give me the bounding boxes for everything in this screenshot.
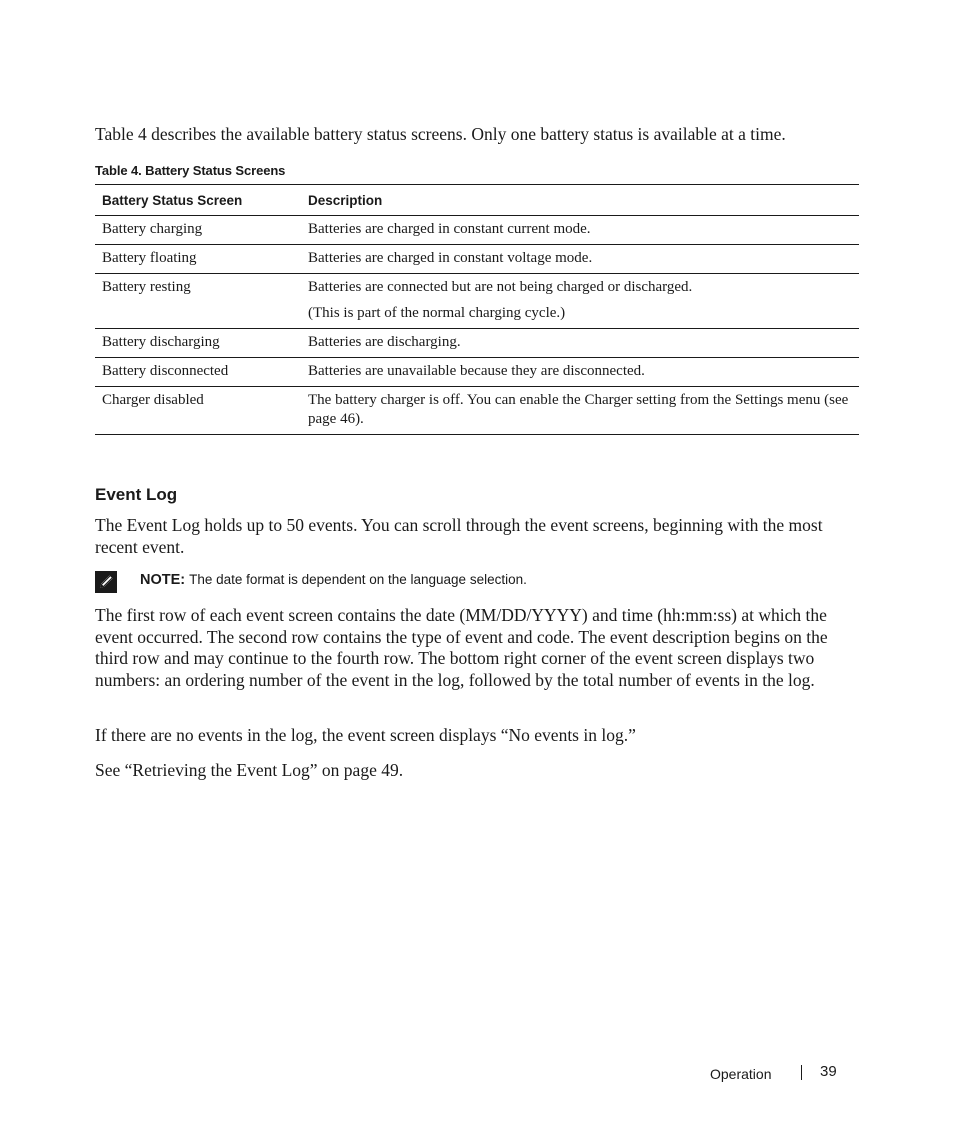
description-text: Batteries are charged in constant voltage mode. [308, 250, 593, 266]
description-cell [301, 245, 859, 274]
no-events-paragraph: If there are no events in the log, the event screen displays “No events in log.” [95, 725, 636, 745]
description-cell [301, 358, 859, 387]
footer-divider [801, 1065, 802, 1080]
page-number: 39 [820, 1063, 837, 1080]
table-header-row [95, 185, 859, 216]
description-text: (This is part of the normal charging cycle.) [308, 305, 566, 321]
note-callout [95, 570, 865, 594]
event-screen-paragraph: The first row of each event screen contains the date (MM/DD/YYYY) and time (hh:mm:ss) at which the event occurred. The second row contains the type of event and code. The event description begins on the third row and may continue to the fourth row. The bottom right corner of the event screen displays two numbers: an ordering number of the event in the log, followed by the total number of events in the log. [95, 605, 828, 690]
table-row [95, 274, 859, 329]
note-body: The date format is dependent on the language selection. [189, 572, 527, 587]
status-screen-cell: Battery disconnected [95, 358, 301, 387]
intro-paragraph: Table 4 describes the available battery status screens. Only one battery status is available at a time. [95, 124, 786, 144]
section-heading-event-log: Event Log [95, 485, 178, 504]
page-footer [700, 1063, 860, 1083]
description-text: Batteries are connected but are not being charged or discharged. [308, 279, 693, 295]
table-row [95, 358, 859, 387]
description-cell [301, 387, 859, 435]
note-pencil-icon [95, 571, 117, 593]
battery-status-table [95, 184, 859, 435]
note-text [140, 572, 527, 588]
table-row [95, 245, 859, 274]
status-screen-cell: Battery resting [95, 274, 301, 329]
description-text: Batteries are unavailable because they are disconnected. [308, 363, 645, 379]
note-label: NOTE: [140, 572, 186, 588]
description-text: Batteries are discharging. [308, 334, 461, 350]
description-text: The battery charger is off. You can enable the Charger setting from the Settings menu (see page 46). [308, 392, 849, 427]
description-cell [301, 329, 859, 358]
table-caption: Table 4. Battery Status Screens [95, 163, 286, 178]
table-row [95, 216, 859, 245]
column-header: Description [301, 185, 859, 216]
event-log-paragraph: The Event Log holds up to 50 events. You can scroll through the event screens, beginning with the most recent event. [95, 515, 823, 557]
column-header: Battery Status Screen [95, 185, 301, 216]
table-row [95, 329, 859, 358]
see-also-paragraph: See “Retrieving the Event Log” on page 49. [95, 760, 404, 780]
footer-section-title: Operation [710, 1066, 772, 1082]
status-screen-cell: Battery discharging [95, 329, 301, 358]
status-screen-cell: Battery charging [95, 216, 301, 245]
description-cell [301, 216, 859, 245]
status-screen-cell: Battery floating [95, 245, 301, 274]
status-screen-cell: Charger disabled [102, 392, 204, 408]
description-text: Batteries are charged in constant current mode. [308, 221, 591, 237]
description-cell [301, 274, 859, 329]
table-row [95, 387, 859, 435]
